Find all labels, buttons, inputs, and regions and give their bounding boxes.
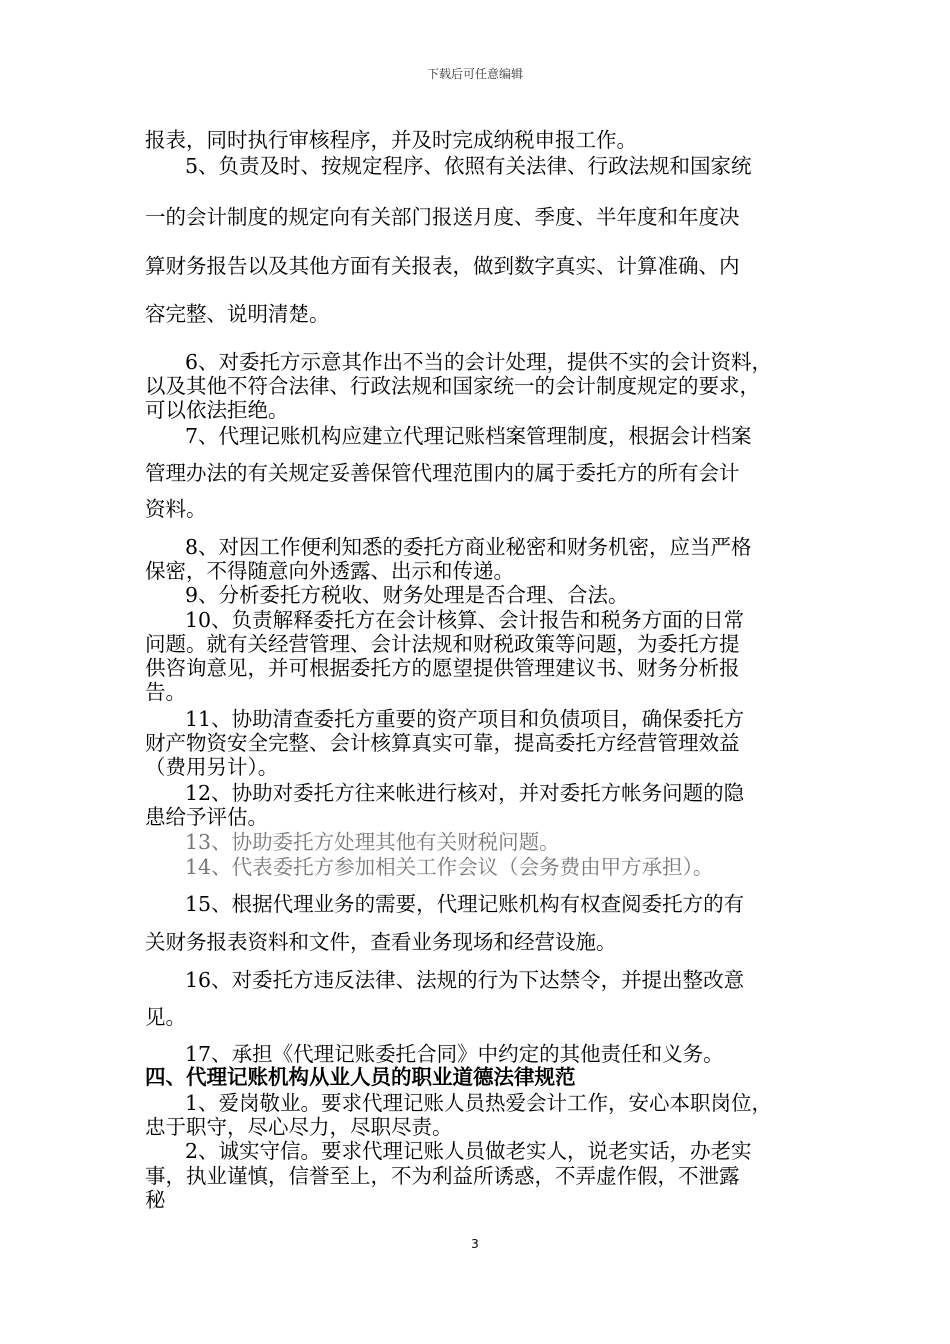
text-line: 12、协助对委托方往来帐进行核对，并对委托方帐务问题的隐 bbox=[185, 781, 745, 805]
text-line: 忠于职守，尽心尽力，尽职尽责。 bbox=[145, 1115, 453, 1139]
text-line: 管理办法的有关规定妥善保管代理范围内的属于委托方的所有会计 bbox=[145, 461, 740, 485]
text-line: 6、对委托方示意其作出不当的会计处理，提供不实的会计资料， bbox=[185, 350, 773, 374]
text-line: 14、代表委托方参加相关工作会议（会务费由甲方承担）。 bbox=[185, 855, 714, 879]
text-line: 供咨询意见，并可根据委托方的愿望提供管理建议书、财务分析报 bbox=[145, 656, 740, 680]
text-line: 关财务报表资料和文件，查看业务现场和经营设施。 bbox=[145, 930, 617, 954]
text-line: 患给予评估。 bbox=[145, 805, 268, 829]
text-line: 报表，同时执行审核程序，并及时完成纳税申报工作。 bbox=[145, 128, 637, 152]
text-line: 2、诚实守信。要求代理记账人员做老实人，说老实话，办老实 bbox=[185, 1139, 752, 1163]
text-line: （费用另计）。 bbox=[145, 755, 279, 779]
text-line: 10、负责解释委托方在会计核算、会计报告和税务方面的日常 bbox=[185, 608, 745, 632]
text-line: 见。 bbox=[145, 1005, 186, 1029]
text-line: 5、负责及时、按规定程序、依照有关法律、行政法规和国家统 bbox=[185, 154, 752, 178]
text-line: 9、分析委托方税收、财务处理是否合理、合法。 bbox=[185, 583, 629, 607]
text-line: 资料。 bbox=[145, 497, 207, 521]
page-header: 下载后可任意编辑 bbox=[426, 67, 523, 81]
text-line: 16、对委托方违反法律、法规的行为下达禁令，并提出整改意 bbox=[185, 968, 745, 992]
text-line: 算财务报告以及其他方面有关报表，做到数字真实、计算准确、内 bbox=[145, 254, 740, 278]
text-line: 事，执业谨慎，信誉至上，不为利益所诱惑，不弄虚作假，不泄露 bbox=[145, 1164, 740, 1188]
text-line: 8、对因工作便利知悉的委托方商业秘密和财务机密，应当严格 bbox=[185, 535, 752, 559]
section-heading: 四、代理记账机构从业人员的职业道德法律规范 bbox=[145, 1065, 576, 1089]
page-number: 3 bbox=[471, 1237, 479, 1251]
text-line: 问题。就有关经营管理、会计法规和财税政策等问题，为委托方提 bbox=[145, 632, 740, 656]
text-line: 可以依法拒绝。 bbox=[145, 398, 289, 422]
text-line: 以及其他不符合法律、行政法规和国家统一的会计制度规定的要求， bbox=[145, 374, 760, 398]
text-line: 11、协助清查委托方重要的资产项目和负债项目，确保委托方 bbox=[185, 707, 745, 731]
text-line: 告。 bbox=[145, 680, 186, 704]
text-line: 秘 bbox=[145, 1188, 166, 1212]
text-line: 17、承担《代理记账委托合同》中约定的其他责任和义务。 bbox=[185, 1042, 724, 1066]
text-line: 7、代理记账机构应建立代理记账档案管理制度，根据会计档案 bbox=[185, 424, 752, 448]
text-line: 容完整、说明清楚。 bbox=[145, 302, 330, 326]
text-line: 1、爱岗敬业。要求代理记账人员热爱会计工作，安心本职岗位， bbox=[185, 1091, 773, 1115]
text-line: 13、协助委托方处理其他有关财税问题。 bbox=[185, 830, 560, 854]
text-line: 15、根据代理业务的需要，代理记账机构有权查阅委托方的有 bbox=[185, 892, 745, 916]
text-line: 财产物资安全完整、会计核算真实可靠，提高委托方经营管理效益 bbox=[145, 731, 740, 755]
text-line: 保密，不得随意向外透露、出示和传递。 bbox=[145, 559, 514, 583]
text-line: 一的会计制度的规定向有关部门报送月度、季度、半年度和年度决 bbox=[145, 205, 740, 229]
